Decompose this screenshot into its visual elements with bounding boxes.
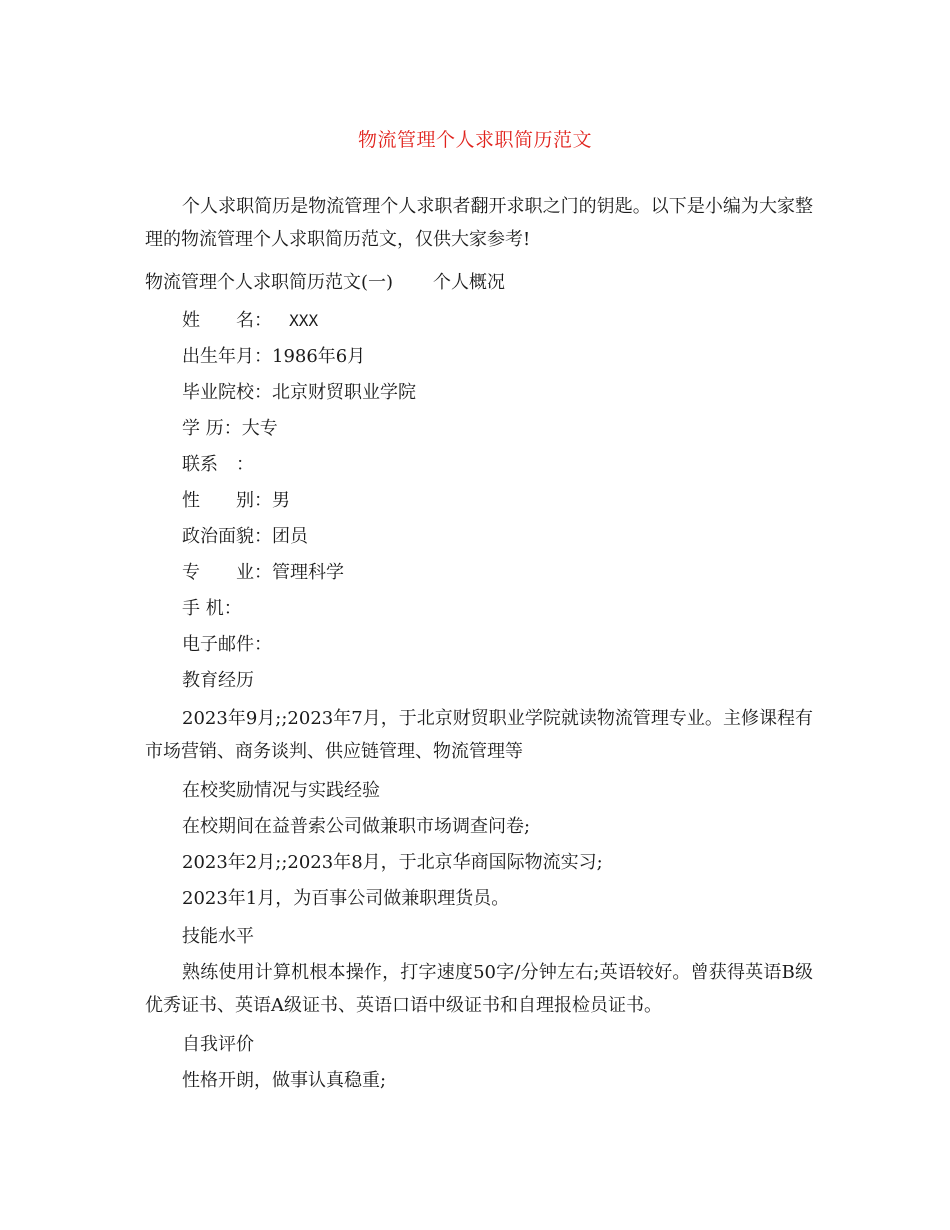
name-value: XXX bbox=[289, 311, 319, 330]
school-row: 毕业院校：北京财贸职业学院 bbox=[182, 382, 416, 403]
politics-row: 政治面貌：团员 bbox=[182, 526, 308, 547]
practice-item: 2023年1月，为百事公司做兼职理货员。 bbox=[182, 888, 510, 909]
email-row: 电子邮件： bbox=[182, 634, 272, 655]
practice-item: 在校期间在益普索公司做兼职市场调查问卷; bbox=[182, 816, 531, 837]
contact-row: 联系 ： bbox=[182, 454, 254, 475]
section-subheading: 个人概况 bbox=[433, 272, 506, 293]
degree-row: 学 历：大专 bbox=[182, 418, 278, 439]
major-row: 专 业：管理科学 bbox=[182, 562, 344, 583]
intro-paragraph: 个人求职简历是物流管理个人求职者翻开求职之门的钥匙。以下是小编为大家整理的物流管理个人求职简历范文，仅供大家参考! bbox=[145, 196, 813, 250]
skills-heading: 技能水平 bbox=[182, 926, 254, 947]
self-eval-heading: 自我评价 bbox=[182, 1034, 254, 1055]
education-heading: 教育经历 bbox=[182, 670, 254, 691]
skills-paragraph: 熟练使用计算机根本操作，打字速度50字/分钟左右;英语较好。曾获得英语B级优秀证书、英语A级证书、英语口语中级证书和自理报检员证书。 bbox=[145, 962, 813, 1016]
education-paragraph: 2023年9月;;2023年7月，于北京财贸职业学院就读物流管理专业。主修课程有市场营销、商务谈判、供应链管理、物流管理等 bbox=[145, 708, 813, 762]
birth-row: 出生年月：1986年6月 bbox=[182, 346, 366, 367]
section-heading-line bbox=[145, 268, 505, 294]
phone-row: 手 机： bbox=[182, 598, 242, 619]
practice-item: 2023年2月;;2023年8月，于北京华商国际物流实习; bbox=[182, 852, 603, 873]
name-row bbox=[182, 306, 318, 332]
gender-row: 性 别：男 bbox=[182, 490, 290, 511]
practice-heading: 在校奖励情况与实践经验 bbox=[182, 780, 380, 801]
self-eval-item: 性格开朗，做事认真稳重; bbox=[182, 1070, 387, 1091]
document-title: 物流管理个人求职简历范文 bbox=[357, 129, 592, 151]
section-heading: 物流管理个人求职简历范文(一) bbox=[145, 272, 394, 293]
name-label: 姓 名： bbox=[182, 310, 272, 331]
